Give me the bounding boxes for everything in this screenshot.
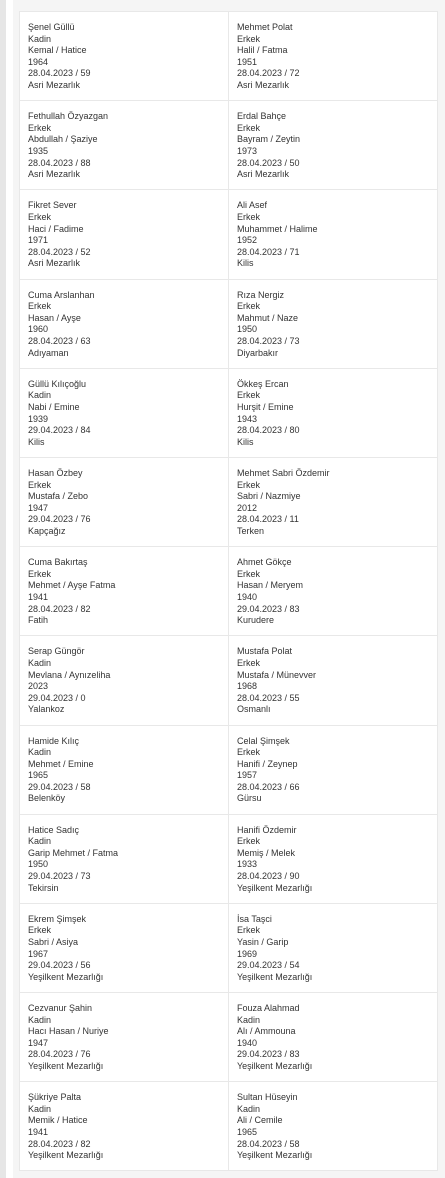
record-cell: [20, 190, 229, 279]
record-cell: [229, 725, 438, 814]
record-burial-place: Yeşilkent Mezarlığı: [28, 1061, 104, 1072]
record-burial-place: Asri Mezarlık: [28, 169, 81, 180]
record-cell: [20, 636, 229, 725]
record-row: [20, 279, 438, 368]
record-date-age: 29.04.2023 / 83: [237, 1049, 300, 1060]
record-cell: [20, 1082, 229, 1171]
record-cell: [20, 101, 229, 190]
record-cell: [20, 12, 229, 101]
record-name: Ekrem Şimşek: [28, 913, 87, 924]
record-parents: Mahmut / Naze: [237, 312, 299, 323]
record-cell: [229, 101, 438, 190]
record-gender: Erkek: [237, 568, 261, 579]
record-parents: Hasan / Meryem: [237, 580, 304, 591]
record-date-age: 28.04.2023 / 82: [28, 1138, 91, 1149]
record-date-age: 29.04.2023 / 0: [28, 692, 86, 703]
death-records-table: [19, 11, 438, 1171]
record-birth-year: 2012: [237, 502, 258, 513]
record-birth-year: 1950: [237, 324, 258, 335]
record-row: [20, 368, 438, 457]
record-name: Rıza Nergiz: [237, 289, 285, 300]
record-cell: [229, 636, 438, 725]
record-birth-year: 1947: [28, 1037, 49, 1048]
record-burial-place: Yalankoz: [28, 704, 65, 715]
record-burial-place: Diyarbakır: [237, 347, 279, 358]
record-burial-place: Fatih: [28, 615, 49, 626]
record-birth-year: 1969: [237, 948, 258, 959]
record-birth-year: 1941: [28, 591, 49, 602]
record-gender: Kadin: [28, 1103, 52, 1114]
record-name: Mehmet Polat: [237, 22, 293, 32]
record-date-age: 28.04.2023 / 52: [28, 246, 91, 257]
record-date-age: 29.04.2023 / 56: [28, 960, 91, 971]
record-gender: Kadin: [28, 390, 52, 401]
record-birth-year: 2023: [28, 681, 49, 692]
record-row: [20, 547, 438, 636]
record-birth-year: 1973: [237, 145, 258, 156]
record-name: Ökkeş Ercan: [237, 378, 289, 389]
record-date-age: 28.04.2023 / 59: [28, 68, 91, 79]
record-name: Cuma Arslanhan: [28, 289, 95, 300]
record-date-age: 29.04.2023 / 76: [28, 514, 91, 525]
record-row: [20, 725, 438, 814]
record-gender: Erkek: [237, 33, 261, 44]
record-parents: Nabi / Emine: [28, 401, 80, 412]
record-date-age: 28.04.2023 / 71: [237, 246, 300, 257]
record-date-age: 28.04.2023 / 63: [28, 335, 91, 346]
record-birth-year: 1957: [237, 770, 258, 781]
record-parents: Sabri / Asiya: [28, 937, 79, 948]
record-birth-year: 1940: [237, 1037, 258, 1048]
record-date-age: 28.04.2023 / 58: [237, 1138, 300, 1149]
record-birth-year: 1935: [28, 145, 49, 156]
record-burial-place: Yeşilkent Mezarlığı: [237, 882, 313, 893]
record-date-age: 28.04.2023 / 66: [237, 781, 300, 792]
record-cell: [229, 12, 438, 101]
record-date-age: 28.04.2023 / 55: [237, 692, 300, 703]
record-name: Hanifi Özdemir: [237, 824, 297, 835]
record-burial-place: Yeşilkent Mezarlığı: [237, 1061, 313, 1072]
record-date-age: 29.04.2023 / 84: [28, 425, 91, 436]
record-burial-place: Kilis: [237, 258, 254, 269]
record-name: Fethullah Özyazgan: [28, 111, 109, 122]
record-parents: Kemal / Hatice: [28, 45, 87, 56]
record-cell: [20, 725, 229, 814]
record-gender: Kadin: [28, 1014, 52, 1025]
record-name: Ali Asef: [237, 200, 268, 211]
page-content: [13, 0, 445, 1178]
record-parents: Mevlana / Aynızeliha: [28, 669, 111, 680]
record-parents: Garip Mehmet / Fatma: [28, 847, 119, 858]
record-cell: [229, 190, 438, 279]
record-cell: [229, 368, 438, 457]
record-name: Fikret Sever: [28, 200, 77, 211]
record-date-age: 29.04.2023 / 58: [28, 781, 91, 792]
record-birth-year: 1940: [237, 591, 258, 602]
record-burial-place: Yeşilkent Mezarlığı: [237, 971, 313, 982]
record-birth-year: 1965: [28, 770, 49, 781]
record-parents: Yasin / Garip: [237, 937, 289, 948]
record-parents: Abdullah / Şaziye: [28, 134, 98, 145]
record-birth-year: 1965: [237, 1127, 258, 1138]
record-burial-place: Belenköy: [28, 793, 66, 804]
record-parents: Mustafa / Zebo: [28, 491, 89, 502]
record-cell: [20, 814, 229, 903]
record-row: [20, 12, 438, 101]
record-cell: [229, 814, 438, 903]
record-row: [20, 101, 438, 190]
record-date-age: 28.04.2023 / 50: [237, 157, 300, 168]
record-burial-place: Yeşilkent Mezarlığı: [28, 971, 104, 982]
record-cell: [20, 368, 229, 457]
record-gender: Erkek: [237, 301, 261, 312]
record-burial-place: Kilis: [28, 436, 45, 447]
record-gender: Erkek: [28, 122, 52, 133]
record-gender: Erkek: [28, 568, 52, 579]
record-name: Şükriye Palta: [28, 1092, 82, 1103]
record-burial-place: Terken: [237, 525, 265, 536]
left-edge-bar: [0, 0, 6, 1178]
record-cell: [20, 279, 229, 368]
record-name: Hasan Özbey: [28, 467, 83, 478]
record-parents: Alı / Ammouna: [237, 1026, 296, 1037]
record-name: Erdal Bahçe: [237, 111, 287, 122]
record-cell: [229, 993, 438, 1082]
record-name: Mustafa Polat: [237, 646, 293, 657]
record-cell: [229, 279, 438, 368]
record-date-age: 28.04.2023 / 73: [237, 335, 300, 346]
record-name: Güllü Kılıçoğlu: [28, 378, 87, 389]
record-gender: Erkek: [28, 925, 52, 936]
records-body: [20, 12, 438, 1171]
record-gender: Erkek: [237, 211, 261, 222]
record-row: [20, 190, 438, 279]
record-parents: Mehmet / Ayşe Fatma: [28, 580, 116, 591]
record-burial-place: Yeşilkent Mezarlığı: [237, 1150, 313, 1161]
record-gender: Erkek: [237, 747, 261, 758]
record-burial-place: Asri Mezarlık: [28, 79, 81, 90]
record-parents: Bayram / Zeytin: [237, 134, 301, 145]
record-gender: Kadin: [28, 836, 52, 847]
record-name: Şenel Güllü: [28, 22, 75, 32]
record-gender: Kadin: [28, 657, 52, 668]
record-row: [20, 903, 438, 992]
record-name: Cuma Bakırtaş: [28, 557, 88, 568]
record-parents: Ali / Cemile: [237, 1115, 283, 1126]
record-parents: Memiş / Melek: [237, 847, 296, 858]
record-gender: Erkek: [237, 122, 261, 133]
record-cell: [20, 457, 229, 546]
record-parents: Mustafa / Münevver: [237, 669, 317, 680]
record-burial-place: Osmanlı: [237, 704, 271, 715]
record-gender: Kadin: [28, 33, 52, 44]
record-birth-year: 1947: [28, 502, 49, 513]
record-name: Hamide Kılıç: [28, 735, 80, 746]
record-name: Serap Güngör: [28, 646, 85, 657]
record-parents: Hurşit / Emine: [237, 401, 294, 412]
record-birth-year: 1967: [28, 948, 49, 959]
record-name: Celal Şimşek: [237, 735, 290, 746]
record-burial-place: Asri Mezarlık: [237, 79, 290, 90]
record-burial-place: Asri Mezarlık: [28, 258, 81, 269]
record-cell: [20, 993, 229, 1082]
record-row: [20, 457, 438, 546]
record-parents: Sabri / Nazmiye: [237, 491, 301, 502]
record-cell: [229, 547, 438, 636]
record-name: Ahmet Gökçe: [237, 557, 292, 568]
record-burial-place: Kurudere: [237, 615, 275, 626]
record-gender: Erkek: [237, 925, 261, 936]
record-date-age: 28.04.2023 / 11: [237, 514, 299, 525]
record-gender: Erkek: [237, 479, 261, 490]
record-name: Fouza Alahmad: [237, 1003, 300, 1014]
record-name: Hatice Sadıç: [28, 824, 80, 835]
record-burial-place: Kilis: [237, 436, 254, 447]
record-date-age: 29.04.2023 / 54: [237, 960, 300, 971]
record-gender: Kadin: [237, 1014, 261, 1025]
record-cell: [229, 457, 438, 546]
record-birth-year: 1960: [28, 324, 49, 335]
record-burial-place: Tekirsin: [28, 882, 59, 893]
record-gender: Erkek: [28, 479, 52, 490]
record-cell: [229, 1082, 438, 1171]
record-row: [20, 814, 438, 903]
record-date-age: 29.04.2023 / 73: [28, 871, 91, 882]
record-cell: [229, 903, 438, 992]
record-date-age: 29.04.2023 / 83: [237, 603, 300, 614]
record-parents: Muhammet / Halime: [237, 223, 318, 234]
record-parents: Hacı Hasan / Nuriye: [28, 1026, 109, 1037]
record-date-age: 28.04.2023 / 90: [237, 871, 300, 882]
record-burial-place: Yeşilkent Mezarlığı: [28, 1150, 104, 1161]
record-date-age: 28.04.2023 / 76: [28, 1049, 91, 1060]
record-gender: Kadin: [237, 1103, 261, 1114]
record-row: [20, 993, 438, 1082]
record-gender: Erkek: [28, 211, 52, 222]
record-cell: [20, 903, 229, 992]
record-name: Sultan Hüseyin: [237, 1092, 298, 1103]
record-gender: Erkek: [28, 301, 52, 312]
record-parents: Hanifi / Zeynep: [237, 758, 298, 769]
record-gender: Kadin: [28, 747, 52, 758]
record-burial-place: Adıyaman: [28, 347, 69, 358]
record-birth-year: 1939: [28, 413, 49, 424]
record-birth-year: 1971: [28, 235, 49, 246]
record-name: Mehmet Sabri Özdemir: [237, 467, 330, 478]
record-birth-year: 1933: [237, 859, 258, 870]
record-date-age: 28.04.2023 / 88: [28, 157, 91, 168]
record-parents: Hasan / Ayşe: [28, 312, 81, 323]
record-name: İsa Taşci: [237, 913, 272, 924]
record-row: [20, 636, 438, 725]
record-gender: Erkek: [237, 657, 261, 668]
record-row: [20, 1082, 438, 1171]
record-birth-year: 1943: [237, 413, 258, 424]
record-gender: Erkek: [237, 390, 261, 401]
record-burial-place: Asri Mezarlık: [237, 169, 290, 180]
record-burial-place: Gürsu: [237, 793, 262, 804]
record-date-age: 28.04.2023 / 80: [237, 425, 300, 436]
record-parents: Haci / Fadime: [28, 223, 84, 234]
record-birth-year: 1941: [28, 1127, 49, 1138]
record-birth-year: 1950: [28, 859, 49, 870]
record-birth-year: 1952: [237, 235, 258, 246]
record-burial-place: Kapçağız: [28, 525, 66, 536]
record-date-age: 28.04.2023 / 82: [28, 603, 91, 614]
record-parents: Mehmet / Emine: [28, 758, 94, 769]
record-birth-year: 1951: [237, 56, 258, 67]
record-parents: Memik / Hatice: [28, 1115, 88, 1126]
record-gender: Erkek: [237, 836, 261, 847]
record-birth-year: 1964: [28, 56, 49, 67]
record-parents: Halil / Fatma: [237, 45, 288, 56]
record-name: Cezvanur Şahin: [28, 1003, 93, 1014]
record-cell: [20, 547, 229, 636]
record-date-age: 28.04.2023 / 72: [237, 68, 300, 79]
record-birth-year: 1968: [237, 681, 258, 692]
